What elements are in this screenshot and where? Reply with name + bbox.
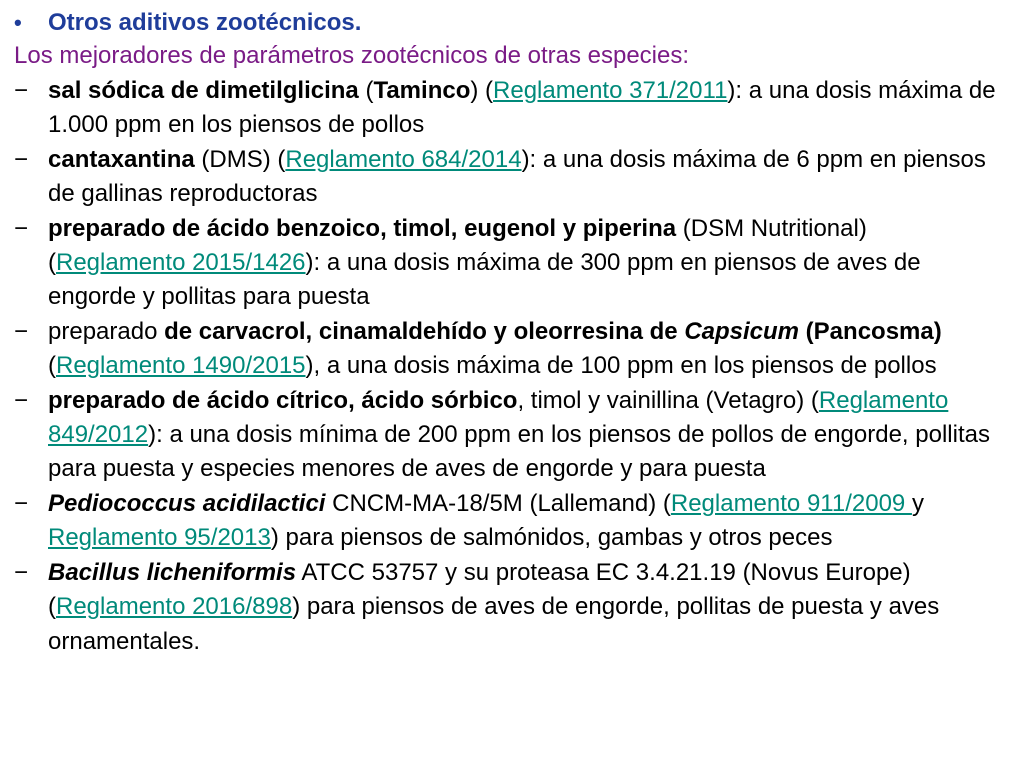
emphasized-text: Pediococcus acidilactici bbox=[48, 489, 326, 517]
dash-bullet-icon: − bbox=[14, 214, 29, 242]
list-item bbox=[14, 487, 1010, 556]
list-item-text bbox=[48, 143, 1010, 212]
list-item bbox=[14, 556, 1010, 659]
emphasized-text: sal sódica de dimetilglicina bbox=[48, 77, 359, 104]
list-item-text bbox=[48, 315, 1010, 384]
emphasized-text: Taminco bbox=[373, 77, 471, 104]
text-fragment: preparado bbox=[48, 317, 165, 345]
bullet-icon: • bbox=[14, 10, 22, 35]
section-subtitle: Los mejoradores de parámetros zootécnicos de otras especies: bbox=[14, 42, 690, 69]
dash-bullet-icon: − bbox=[14, 386, 29, 414]
list-item-text bbox=[48, 487, 1010, 556]
emphasized-text: de carvacrol, cinamaldehído y oleorresina de bbox=[164, 317, 685, 345]
text-fragment: y bbox=[911, 489, 924, 517]
regulation-link[interactable]: Reglamento 849/2012 bbox=[48, 386, 949, 449]
emphasized-text: cantaxantina bbox=[48, 145, 195, 173]
heading-text: Otros aditivos zootécnicos. bbox=[48, 9, 362, 36]
list-item-text bbox=[48, 384, 1010, 487]
text-fragment: CNCM-MA-18/5M (Lallemand) ( bbox=[325, 489, 671, 517]
text-fragment: ( bbox=[358, 77, 374, 104]
text-fragment: ): a una dosis máxima de 300 ppm en piensos de aves de engorde y pollitas para puesta bbox=[48, 249, 921, 311]
text-fragment: ) para piensos de aves de engorde, pollitas de puesta y aves ornamentales. bbox=[48, 593, 940, 655]
regulation-link[interactable]: Reglamento 911/2009 bbox=[670, 489, 912, 517]
emphasized-text: (Pancosma) bbox=[799, 317, 942, 345]
section-heading bbox=[14, 6, 1010, 39]
dash-bullet-icon: − bbox=[14, 489, 29, 517]
list-item bbox=[14, 74, 1010, 143]
dash-bullet-icon: − bbox=[14, 317, 29, 345]
text-fragment: ): a una dosis máxima de 6 ppm en piensos de gallinas reproductoras bbox=[48, 145, 986, 208]
list-item bbox=[14, 212, 1010, 315]
dash-bullet-icon: − bbox=[14, 77, 29, 104]
list-item-text bbox=[48, 74, 1010, 143]
regulation-link[interactable]: Reglamento 1490/2015 bbox=[56, 352, 306, 380]
dash-bullet-icon: − bbox=[14, 558, 29, 586]
dash-bullet-icon: − bbox=[14, 145, 29, 173]
list-item bbox=[14, 384, 1010, 487]
text-fragment: ): a una dosis mínima de 200 ppm en los piensos de pollos de engorde, pollitas para puesta y especies menores de aves de engorde y para puesta bbox=[48, 421, 990, 483]
additive-list bbox=[14, 74, 1010, 659]
text-fragment: ) ( bbox=[470, 77, 494, 104]
list-item bbox=[14, 315, 1010, 384]
emphasized-text: Bacillus licheniformis bbox=[48, 558, 297, 586]
regulation-link[interactable]: Reglamento 95/2013 bbox=[48, 524, 271, 552]
text-fragment: (DMS) ( bbox=[194, 145, 286, 173]
regulation-link[interactable]: Reglamento 2015/1426 bbox=[56, 249, 306, 277]
regulation-link[interactable]: Reglamento 684/2014 bbox=[285, 145, 522, 173]
text-fragment: ), a una dosis máxima de 100 ppm en los piensos de pollos bbox=[305, 352, 937, 380]
list-item-text bbox=[48, 212, 1010, 315]
regulation-link[interactable]: Reglamento 371/2011 bbox=[493, 77, 728, 104]
text-fragment: , timol y vainillina (Vetagro) ( bbox=[517, 386, 819, 414]
text-fragment: (DSM Nutritional) ( bbox=[48, 214, 867, 277]
text-fragment: ): a una dosis máxima de 1.000 ppm en los piensos de pollos bbox=[48, 77, 996, 139]
emphasized-text: Capsicum bbox=[684, 317, 800, 345]
list-item-text bbox=[48, 556, 1010, 659]
list-item bbox=[14, 143, 1010, 212]
text-fragment: ( bbox=[48, 352, 56, 380]
emphasized-text: preparado de ácido cítrico, ácido sórbico bbox=[48, 386, 518, 414]
regulation-link[interactable]: Reglamento 2016/898 bbox=[56, 593, 293, 621]
text-fragment: ATCC 53757 y su proteasa EC 3.4.21.19 (Novus Europe) ( bbox=[48, 558, 911, 621]
emphasized-text: preparado de ácido benzoico, timol, eugenol y piperina bbox=[48, 214, 677, 242]
text-fragment: ) para piensos de salmónidos, gambas y otros peces bbox=[270, 524, 833, 552]
